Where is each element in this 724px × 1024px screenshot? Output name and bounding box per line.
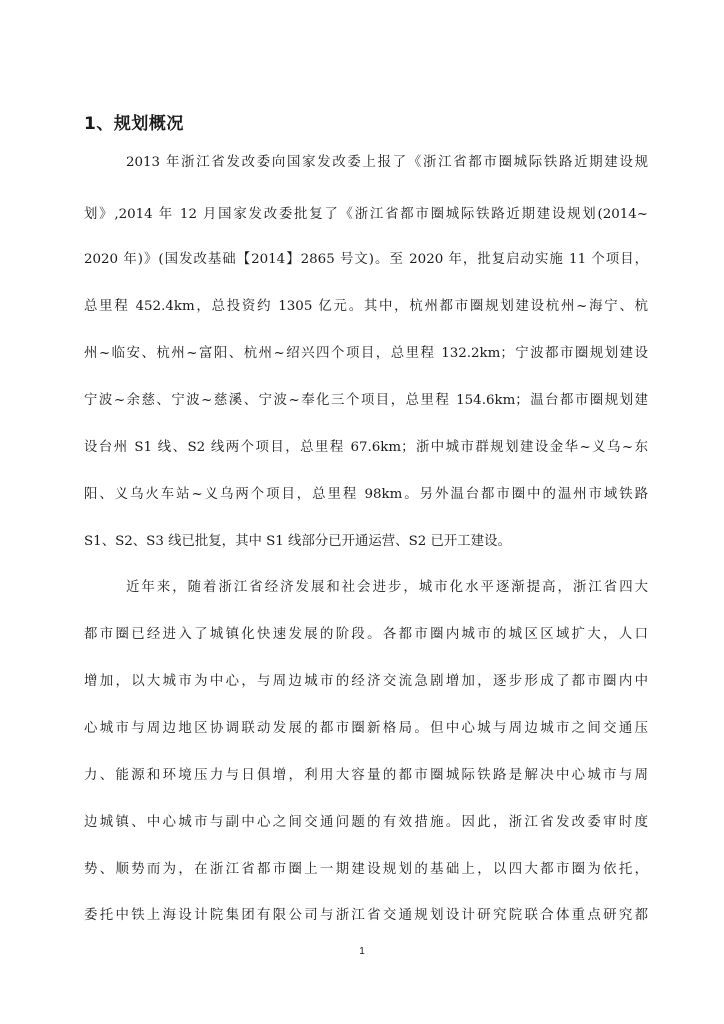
paragraph-2-line-8: 委托中铁上海设计院集团有限公司与浙江省交通规划设计研究院联合体重点研究都	[84, 908, 648, 923]
paragraph-1-line-2: 划》,2014 年 12 月国家发改委批复了《浙江省都市圈城际铁路近期建设规划(2014~	[84, 207, 648, 222]
paragraph-2-line-1: 近年来，随着浙江省经济发展和社会进步，城市化水平逐渐提高，浙江省四大	[126, 580, 648, 595]
paragraph-1-line-1: 2013 年浙江省发改委向国家发改委上报了《浙江省都市圈城际铁路近期建设规	[126, 155, 648, 170]
section-heading: 1、规划概况	[84, 114, 184, 134]
paragraph-2-line-2: 都市圈已经进入了城镇化快速发展的阶段。各都市圈内城市的城区区域扩大，人口	[84, 627, 648, 642]
paragraph-1-line-6: 宁波~余慈、宁波~慈溪、宁波~奉化三个项目，总里程 154.6km；温台都市圈规划建	[84, 393, 648, 408]
paragraph-2-line-4: 心城市与周边地区协调联动发展的都市圈新格局。但中心城与周边城市之间交通压	[84, 721, 648, 736]
paragraph-1-line-5: 州~临安、杭州~富阳、杭州~绍兴四个项目，总里程 132.2km；宁波都市圈规划建设	[84, 346, 648, 361]
paragraph-2-line-7: 势、顺势而为，在浙江省都市圈上一期建设规划的基础上，以四大都市圈为依托，	[84, 862, 648, 877]
paragraph-1-line-4: 总里程 452.4km，总投资约 1305 亿元。其中，杭州都市圈规划建设杭州~海宁、杭	[84, 299, 648, 314]
paragraph-1-line-7: 设台州 S1 线、S2 线两个项目，总里程 67.6km；浙中城市群规划建设金华~义乌~东	[84, 440, 648, 455]
page-number: 1	[359, 946, 365, 957]
paragraph-1-line-8: 阳、义乌火车站~义乌两个项目，总里程 98km。另外温台都市圈中的温州市域铁路	[84, 487, 648, 502]
paragraph-1-line-3: 2020 年)》(国发改基础【2014】2865 号文)。至 2020 年，批复启动实施 11 个项目，	[84, 252, 648, 267]
paragraph-2-line-6: 边城镇、中心城市与副中心之间交通问题的有效措施。因此，浙江省发改委审时度	[84, 815, 648, 830]
paragraph-1-line-9: S1、S2、S3 线已批复，其中 S1 线部分已开通运营、S2 已开工建设。	[84, 534, 511, 549]
paragraph-2-line-5: 力、能源和环境压力与日俱增，利用大容量的都市圈城际铁路是解决中心城市与周	[84, 768, 648, 783]
paragraph-2-line-3: 增加，以大城市为中心，与周边城市的经济交流急剧增加，逐步形成了都市圈内中	[84, 674, 648, 689]
